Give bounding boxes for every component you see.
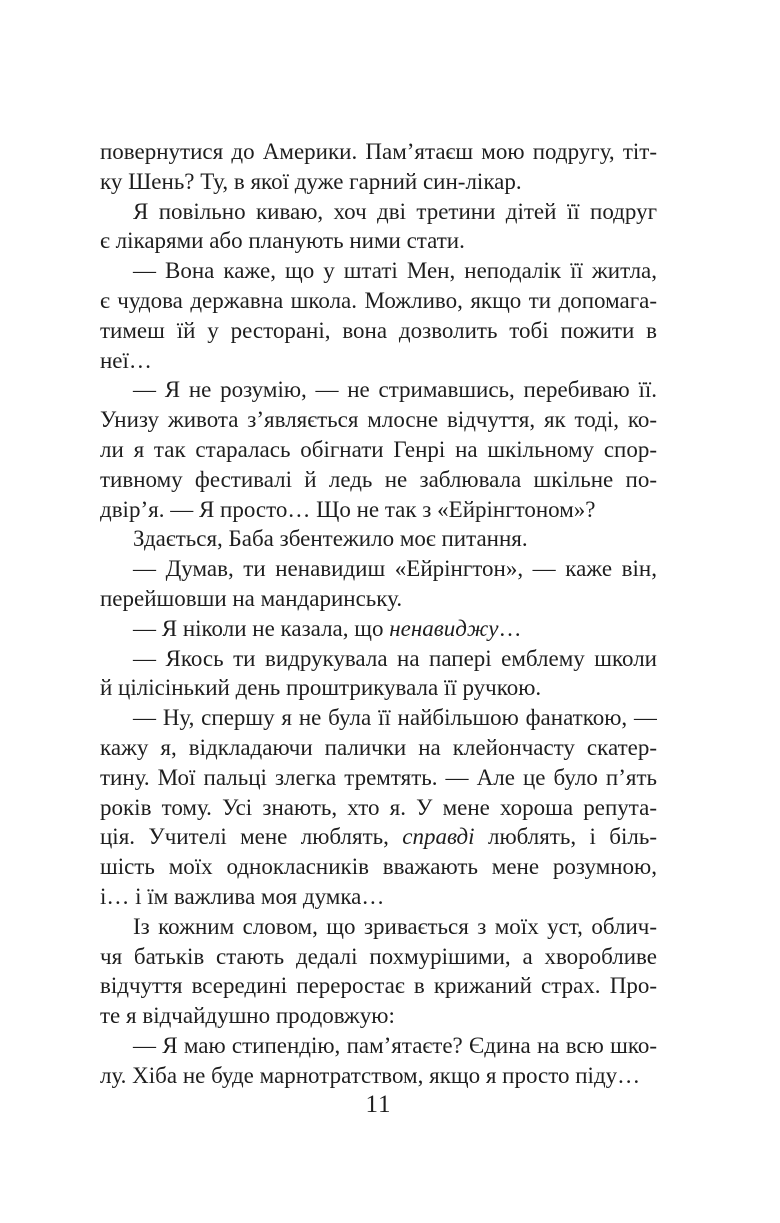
text-run: ку Шень? Ту, в якої дуже гарний син-лікар. xyxy=(100,168,522,194)
paragraph xyxy=(100,1031,657,1091)
emphasis-text: справді xyxy=(402,824,475,850)
page-number: 11 xyxy=(365,1091,392,1118)
paragraph xyxy=(100,644,657,704)
text-line xyxy=(100,1061,657,1091)
text-run: повернутися до Америки. Пам’ятаєш мою подругу, тіт- xyxy=(100,139,657,164)
text-line xyxy=(100,316,657,376)
text-run: тивному фестивалі й ледь не заблювала шкільне по- xyxy=(100,466,657,492)
text-line xyxy=(100,435,657,465)
text-line xyxy=(100,137,657,167)
text-run: є лікарями або планують ними стати. xyxy=(100,228,465,254)
text-line xyxy=(100,524,657,554)
text-run: — Я ніколи не казала, що xyxy=(133,615,390,641)
text-run: — Вона каже, що у штаті Мен, неподалік її житла, xyxy=(133,258,657,284)
text-run: — Я не розумію, — не стримавшись, перебиваю її. xyxy=(133,377,657,403)
text-line xyxy=(100,912,657,942)
text-line xyxy=(100,1031,657,1061)
text-column xyxy=(100,137,657,1091)
text-run: тимеш їй у ресторані, вона дозволить тобі пожити в неї… xyxy=(100,317,657,373)
text-run: відчуття всередині переростає в крижаний страх. Про- xyxy=(100,973,657,999)
text-line xyxy=(100,167,657,197)
text-line xyxy=(100,197,657,227)
paragraph xyxy=(100,256,657,375)
text-run: Із кожним словом, що зривається з моїх уст, облич- xyxy=(133,913,657,939)
emphasis-text: ненавиджу xyxy=(389,615,499,641)
text-line xyxy=(100,495,657,525)
text-line xyxy=(100,375,657,405)
text-line xyxy=(100,286,657,316)
paragraph xyxy=(100,554,657,614)
text-line xyxy=(100,793,657,823)
text-line xyxy=(100,405,657,435)
text-run: кажу я, відкладаючи палички на клейончасту скатер- xyxy=(100,734,657,760)
text-run: років тому. Усі знають, хто я. У мене хороша репута- xyxy=(100,794,657,820)
paragraph xyxy=(100,524,657,554)
text-run: лу. Хіба не буде марнотратством, якщо я просто піду… xyxy=(100,1062,641,1088)
paragraph xyxy=(100,197,657,257)
text-run: й цілісінький день проштрикувала її ручкою. xyxy=(100,675,542,701)
text-run: — Думав, ти ненавидиш «Ейрінгтон», — каже він, xyxy=(133,556,657,582)
text-run: — Ну, спершу я не була її найбільшою фанаткою, — xyxy=(133,705,657,731)
text-run: тину. Мої пальці злегка тремтять. — Але це було п’ять xyxy=(100,764,657,790)
text-line xyxy=(100,942,657,972)
text-run: чя батьків стають дедалі похмурішими, а хворобливе xyxy=(100,943,657,969)
text-line xyxy=(100,673,657,703)
text-run: — Якось ти видрукувала на папері емблему школи xyxy=(133,645,657,671)
paragraph xyxy=(100,912,657,1031)
text-line xyxy=(100,584,657,614)
text-run: Унизу живота з’являється млосне відчуття, як тоді, ко- xyxy=(100,407,657,433)
paragraph xyxy=(100,703,657,912)
text-line xyxy=(100,852,657,882)
text-run: двір’я. — Я просто… Що не так з «Ейрінгтоном»? xyxy=(100,496,596,522)
paragraph xyxy=(100,375,657,524)
text-run: і… і їм важлива моя думка… xyxy=(100,883,385,909)
text-line xyxy=(100,763,657,793)
text-line xyxy=(100,465,657,495)
text-run: ли я так старалась обігнати Генрі на шкільному спор- xyxy=(100,436,657,462)
text-line xyxy=(100,703,657,733)
text-run: шість моїх однокласників вважають мене розумною, xyxy=(100,854,657,880)
text-line xyxy=(100,614,657,644)
text-run: те я відчайдушно продовжую: xyxy=(100,1003,395,1029)
text-run: люблять, і біль- xyxy=(474,824,657,850)
paragraph xyxy=(100,137,657,197)
text-run: Я повільно киваю, хоч дві третини дітей її подруг xyxy=(133,198,657,224)
text-line xyxy=(100,644,657,674)
text-run: … xyxy=(498,615,522,641)
text-line xyxy=(100,882,657,912)
paragraph xyxy=(100,614,657,644)
text-run: Здається, Баба збентежило моє питання. xyxy=(133,526,528,552)
text-line xyxy=(100,971,657,1001)
text-line xyxy=(100,822,657,852)
text-line xyxy=(100,1001,657,1031)
text-run: — Я маю стипендію, пам’ятаєте? Єдина на всю шко- xyxy=(133,1032,657,1058)
text-line xyxy=(100,733,657,763)
text-line xyxy=(100,256,657,286)
text-run: перейшовши на мандаринську. xyxy=(100,585,403,611)
text-run: ція. Учителі мене люблять, xyxy=(100,824,403,850)
text-line xyxy=(100,226,657,256)
text-run: є чудова державна школа. Можливо, якщо ти допомага- xyxy=(100,287,657,313)
text-line xyxy=(100,554,657,584)
